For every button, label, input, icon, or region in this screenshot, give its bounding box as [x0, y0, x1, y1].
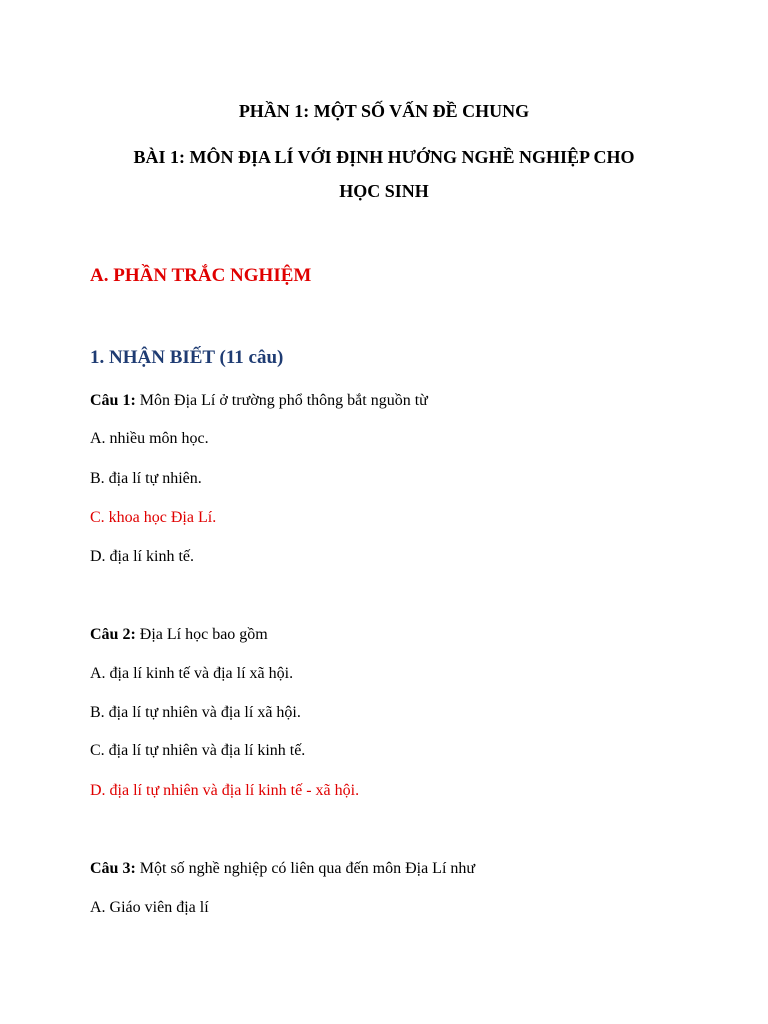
lesson-title-line-1: BÀI 1: MÔN ĐỊA LÍ VỚI ĐỊNH HƯỚNG NGHỀ NGHIỆP CHO [133, 147, 635, 167]
section-a-heading: A. PHẦN TRẮC NGHIỆM [90, 265, 312, 286]
question-3-option-a: A. Giáo viên địa lí [90, 899, 209, 916]
question-2-text: Địa Lí học bao gồm [135, 626, 268, 643]
question-2-option-d-correct: D. địa lí tự nhiên và địa lí kinh tế - xã hội. [90, 782, 360, 799]
question-1-text: Môn Địa Lí ở trường phổ thông bắt nguồn từ [135, 392, 428, 409]
question-3-text: Một số nghề nghiệp có liên qua đến môn Địa Lí như [135, 860, 476, 877]
section-1-heading: 1. NHẬN BIẾT (11 câu) [90, 347, 284, 368]
question-1-option-b: B. địa lí tự nhiên. [90, 470, 202, 487]
question-2-label: Câu 2: [90, 626, 136, 643]
lesson-title-line-2: HỌC SINH [339, 181, 429, 201]
question-1-option-a: A. nhiều môn học. [90, 430, 209, 447]
question-2 [90, 626, 268, 644]
question-2-option-a: A. địa lí kinh tế và địa lí xã hội. [90, 665, 294, 682]
part-title: PHẦN 1: MỘT SỐ VẤN ĐỀ CHUNG [238, 101, 530, 121]
question-3-label: Câu 3: [90, 860, 136, 877]
question-1-option-d: D. địa lí kinh tế. [90, 548, 194, 565]
question-1-option-c-correct: C. khoa học Địa Lí. [90, 509, 217, 526]
question-1-label: Câu 1: [90, 392, 136, 409]
question-2-option-c: C. địa lí tự nhiên và địa lí kinh tế. [90, 742, 306, 759]
question-2-option-b: B. địa lí tự nhiên và địa lí xã hội. [90, 704, 301, 721]
question-1 [90, 392, 428, 410]
question-3 [90, 860, 475, 878]
